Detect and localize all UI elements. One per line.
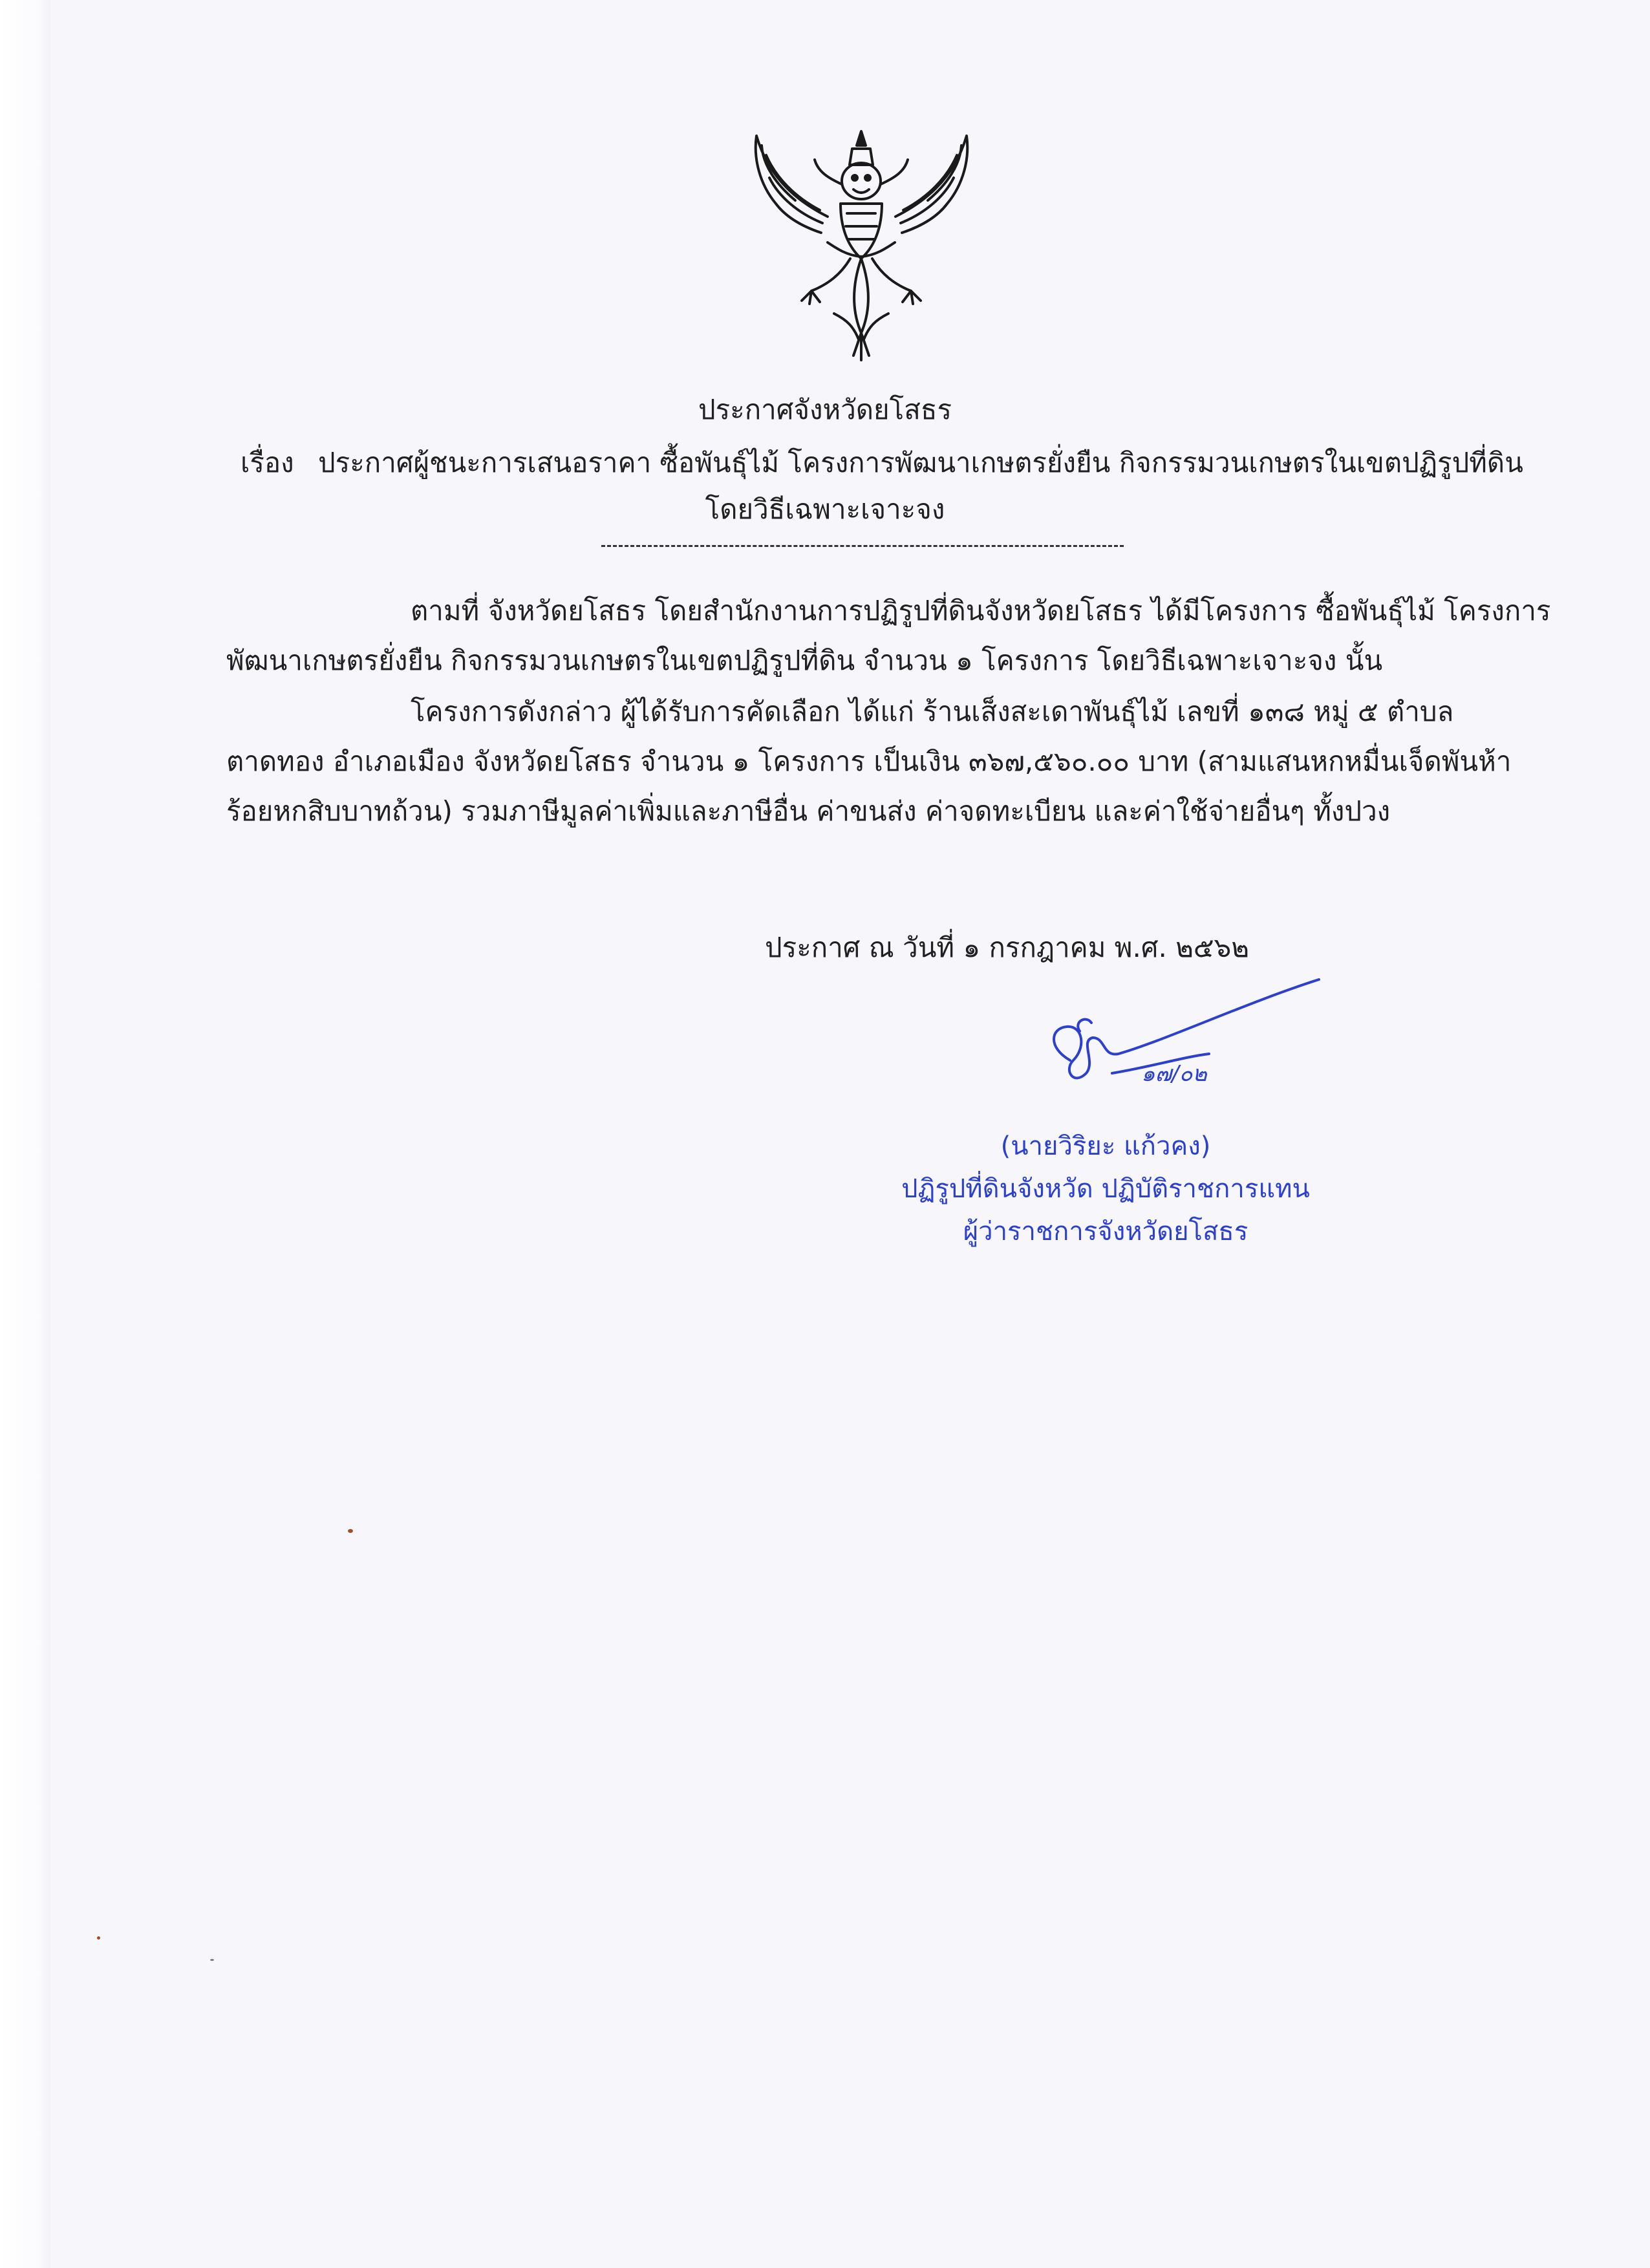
- signature-date: ๑๗/๐๒: [1141, 1061, 1207, 1087]
- signatory-position: ปฏิรูปที่ดินจังหวัด ปฏิบัติราชการแทน: [901, 1174, 1310, 1204]
- body-paragraph-2: [226, 687, 1512, 836]
- subject-text-continued: โดยวิธีเฉพาะเจาะจง: [705, 493, 945, 525]
- scan-speck: [348, 1529, 353, 1533]
- garuda-emblem-icon: [750, 120, 973, 362]
- scan-speck: [210, 1959, 214, 1961]
- signatory-block: [879, 1125, 1332, 1253]
- paragraph-line: ตามที่ จังหวัดยโสธร โดยสำนักงานการปฏิรูปที่ดินจังหวัดยโสธร ได้มีโครงการ ซื้อพันธุ์ไม้ โครงการ: [411, 595, 1551, 626]
- announcement-title: ประกาศจังหวัดยโสธร: [698, 394, 952, 425]
- signatory-name: (นายวิริยะ แก้วคง): [1000, 1131, 1211, 1161]
- handwritten-signature: [1034, 976, 1332, 1112]
- signatory-position-continued: ผู้ว่าราชการจังหวัดยโสธร: [963, 1217, 1248, 1246]
- paragraph-line: พัฒนาเกษตรยั่งยืน กิจกรรมวนเกษตรในเขตปฏิรูปที่ดิน จำนวน ๑ โครงการ โดยวิธีเฉพาะเจาะจง นั้น: [226, 645, 1383, 676]
- paragraph-line: ตาดทอง อำเภอเมือง จังหวัดยโสธร จำนวน ๑ โครงการ เป็นเงิน ๓๖๗,๕๖๐.๐๐ บาท (สามแสนหกหมื่นเจ็ดพันห้า: [226, 745, 1512, 777]
- subject-label: เรื่อง: [241, 447, 294, 478]
- paragraph-line: โครงการดังกล่าว ผู้ได้รับการคัดเลือก ได้แก่ ร้านเส็งสะเดาพันธุ์ไม้ เลขที่ ๑๓๘ หมู่ ๕ ตำบล: [411, 696, 1454, 727]
- paragraph-line: ร้อยหกสิบบาทถ้วน) รวมภาษีมูลค่าเพิ่มและภาษีอื่น ค่าขนส่ง ค่าจดทะเบียน และค่าใช้จ่ายอื่นๆ ทั้งปวง: [226, 795, 1391, 827]
- scan-speck: [97, 1936, 100, 1940]
- announcement-date: ประกาศ ณ วันที่ ๑ กรกฎาคม พ.ศ. ๒๕๖๒: [765, 932, 1250, 963]
- subject-line: [241, 442, 1523, 484]
- body-paragraph-1: [226, 586, 1551, 685]
- dashed-divider: [601, 545, 1124, 547]
- subject-text: ประกาศผู้ชนะการเสนอราคา ซื้อพันธุ์ไม้ โครงการพัฒนาเกษตรยั่งยืน กิจกรรมวนเกษตรในเขตปฏิรูปที่ดิน: [318, 447, 1523, 478]
- scan-edge: [0, 0, 50, 2268]
